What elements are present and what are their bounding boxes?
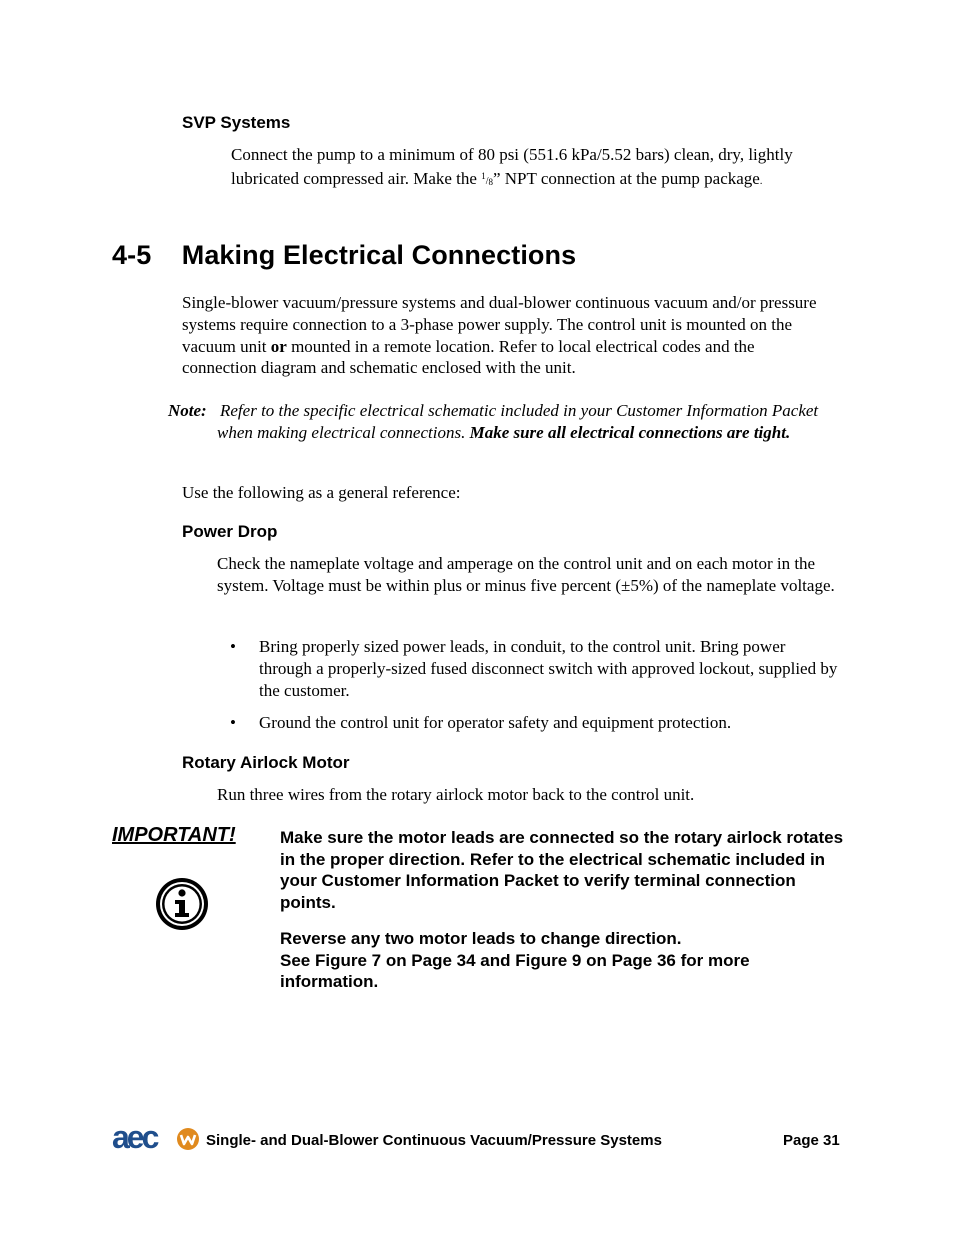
svp-text-after: ” NPT connection at the pump package bbox=[492, 168, 760, 188]
note-text bbox=[217, 400, 837, 444]
power-drop-heading: Power Drop bbox=[182, 522, 278, 541]
aec-logo bbox=[112, 1123, 202, 1151]
note-bold: Make sure all electrical connections are tight. bbox=[469, 422, 791, 442]
footer-title: Single- and Dual-Blower Continuous Vacuum/Pressure Systems bbox=[206, 1132, 662, 1149]
important-para-2 bbox=[280, 928, 845, 993]
important-para-1: Make sure the motor leads are connected so the rotary airlock rotates in the proper direction. Refer to the electrical schematic included in your Customer Information Packet to verify terminal connection points. bbox=[280, 828, 844, 912]
list-item bbox=[230, 712, 842, 734]
note-body: Refer to the specific electrical schematic included in your Customer Information Packet when making electrical connections. bbox=[217, 401, 819, 442]
page-number: Page 31 bbox=[783, 1132, 840, 1149]
fraction-denominator: 8 bbox=[488, 176, 493, 187]
bullet-icon: • bbox=[230, 637, 236, 656]
fraction-numerator: 1 bbox=[481, 170, 486, 181]
general-reference: Use the following as a general reference: bbox=[182, 483, 461, 502]
svp-heading: SVP Systems bbox=[182, 113, 291, 132]
fraction-slash: / bbox=[485, 175, 489, 187]
intro-after: mounted in a remote location. Refer to local electrical codes and the connection diagram and schematic enclosed with the unit. bbox=[182, 336, 755, 378]
svp-text-before: Connect the pump to a minimum of 80 psi (551.6 kPa/5.52 bars) clean, dry, lightly lubricated compressed air. Make the bbox=[231, 145, 793, 188]
rotary-heading: Rotary Airlock Motor bbox=[182, 753, 350, 772]
power-drop-text: Check the nameplate voltage and amperage on the control unit and on each motor in the system. Voltage must be within plus or minus five percent (±5%) of the nameplate voltage. bbox=[217, 554, 835, 595]
intro-bold: or bbox=[270, 336, 287, 356]
list-item-text: Bring properly sized power leads, in conduit, to the control unit. Bring power through a properly-sized fused disconnect switch with approved lockout, supplied by the customer. bbox=[259, 637, 838, 700]
svg-text:aec: aec bbox=[112, 1123, 157, 1151]
important-para-2-line-1: Reverse any two motor leads to change direction. bbox=[280, 929, 682, 948]
note-label: Note: bbox=[168, 401, 207, 420]
intro-before: Single-blower vacuum/pressure systems and dual-blower continuous vacuum and/or pressure systems require connection to a 3-phase power supply. The control unit is mounted on the vacuum unit bbox=[182, 293, 817, 356]
list-item bbox=[230, 636, 842, 701]
info-icon bbox=[154, 876, 210, 932]
section-title: 4-5 Making Electrical Connections bbox=[112, 240, 577, 270]
list-item-text: Ground the control unit for operator safety and equipment protection. bbox=[259, 713, 732, 732]
rotary-text: Run three wires from the rotary airlock motor back to the control unit. bbox=[217, 785, 695, 804]
section-intro bbox=[182, 292, 832, 379]
important-label: IMPORTANT! bbox=[112, 824, 236, 846]
important-para-2-line-2: See Figure 7 on Page 34 and Figure 9 on Page 36 for more information. bbox=[280, 950, 750, 992]
bullet-icon: • bbox=[230, 713, 236, 732]
svp-period: . bbox=[759, 175, 763, 187]
svp-paragraph bbox=[231, 144, 816, 194]
